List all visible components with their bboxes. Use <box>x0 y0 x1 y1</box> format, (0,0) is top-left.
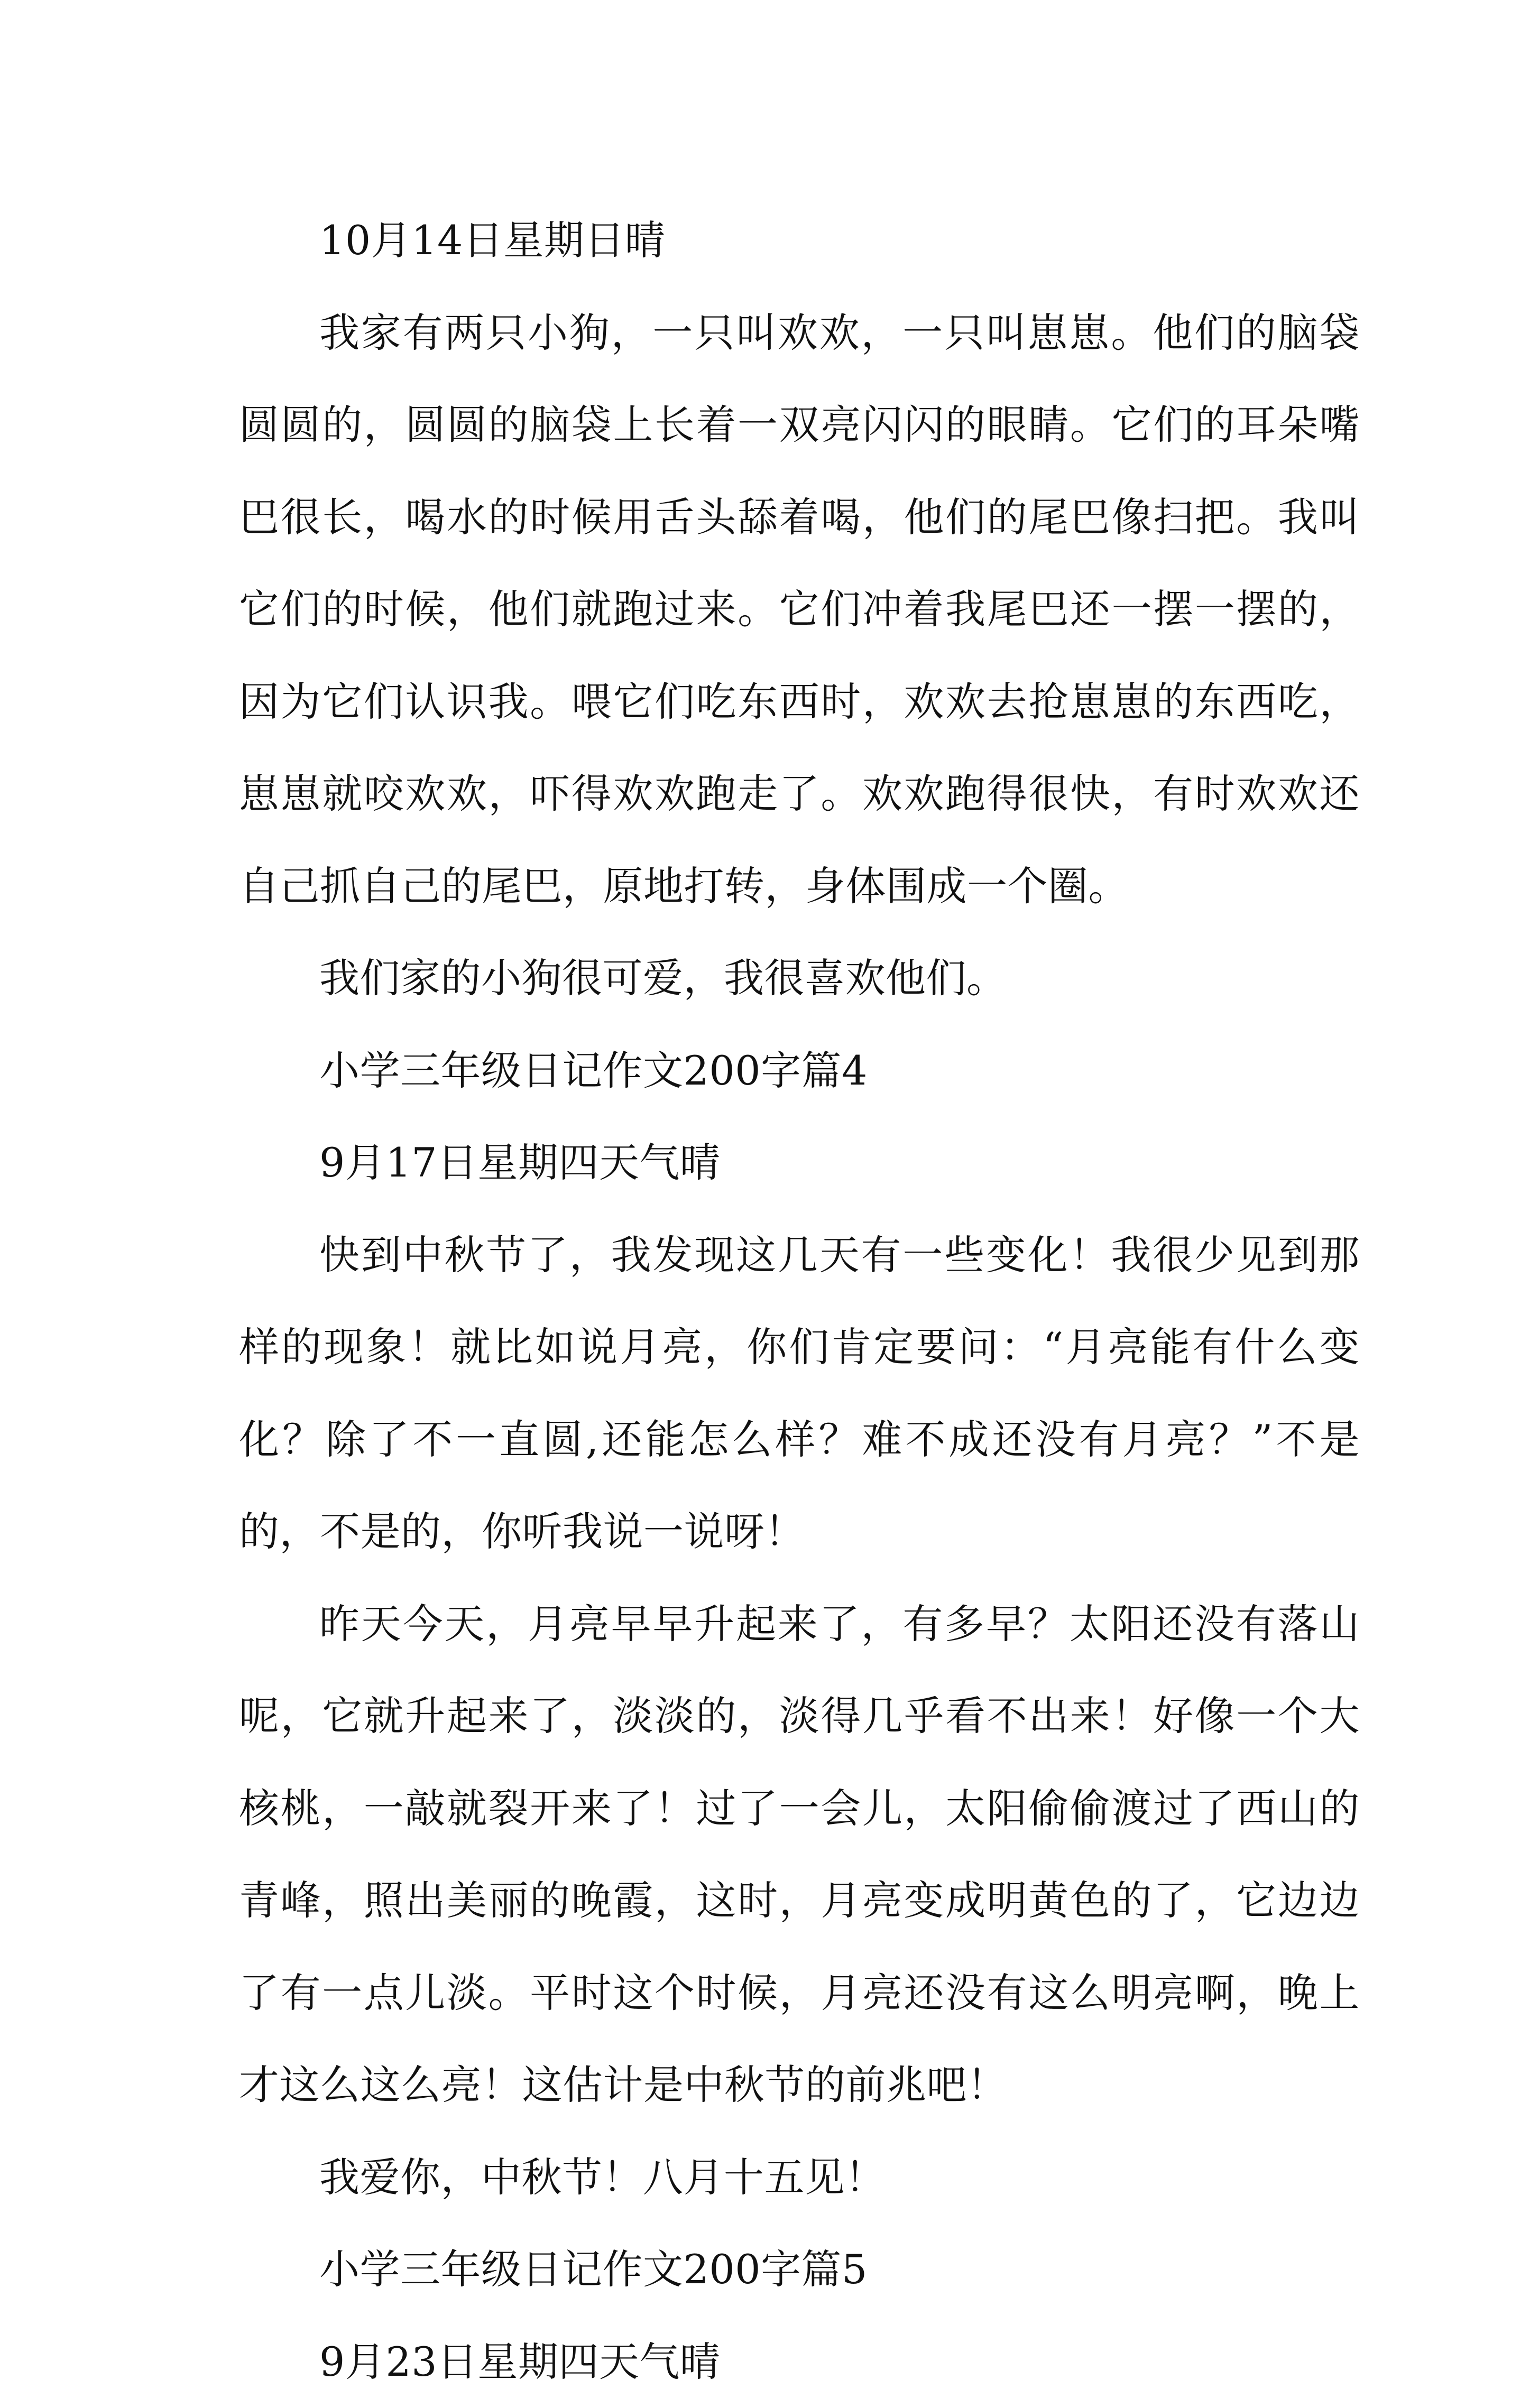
paragraph-moon-rising: 昨天今天，月亮早早升起来了，有多早？太阳还没有落山呢，它就升起来了，淡淡的，淡得几乎看不出来！好像一个大核桃，一敲就裂开来了！过了一会儿，太阳偷偷渡过了西山的青峰，照出美丽的晚霞，这时，月亮变成明黄色的了，它边边了有一点儿淡。平时这个时候，月亮还没有这么明亮啊，晚上才这么这么亮！这估计是中秋节的前兆吧！ <box>239 1578 1360 2132</box>
paragraph-mid-autumn-closing: 我爱你，中秋节！八月十五见！ <box>239 2132 1360 2224</box>
section-heading-5: 小学三年级日记作文200字篇5 <box>239 2224 1360 2316</box>
section-heading-4: 小学三年级日记作文200字篇4 <box>239 1025 1360 1117</box>
diary-date-sep-17: 9月17日星期四天气晴 <box>239 1117 1360 1209</box>
diary-date-oct-14: 10月14日星期日晴 <box>239 195 1360 287</box>
diary-date-sep-23: 9月23日星期四天气晴 <box>239 2316 1360 2408</box>
paragraph-mid-autumn-changes: 快到中秋节了，我发现这几天有一些变化！我很少见到那样的现象！就比如说月亮，你们肯定要问：“月亮能有什么变化？除了不一直圆,还能怎么样？难不成还没有月亮？”不是的，不是的，你听我说一说呀！ <box>239 1209 1360 1578</box>
paragraph-puppies-conclusion: 我们家的小狗很可爱，我很喜欢他们。 <box>239 932 1360 1025</box>
paragraph-two-puppies: 我家有两只小狗，一只叫欢欢，一只叫崽崽。他们的脑袋圆圆的，圆圆的脑袋上长着一双亮闪闪的眼睛。它们的耳朵嘴巴很长，喝水的时候用舌头舔着喝，他们的尾巴像扫把。我叫它们的时候，他们就跑过来。它们冲着我尾巴还一摆一摆的，因为它们认识我。喂它们吃东西时，欢欢去抢崽崽的东西吃，崽崽就咬欢欢，吓得欢欢跑走了。欢欢跑得很快，有时欢欢还自己抓自己的尾巴，原地打转，身体围成一个圈。 <box>239 287 1360 933</box>
document-body <box>239 195 1360 2408</box>
